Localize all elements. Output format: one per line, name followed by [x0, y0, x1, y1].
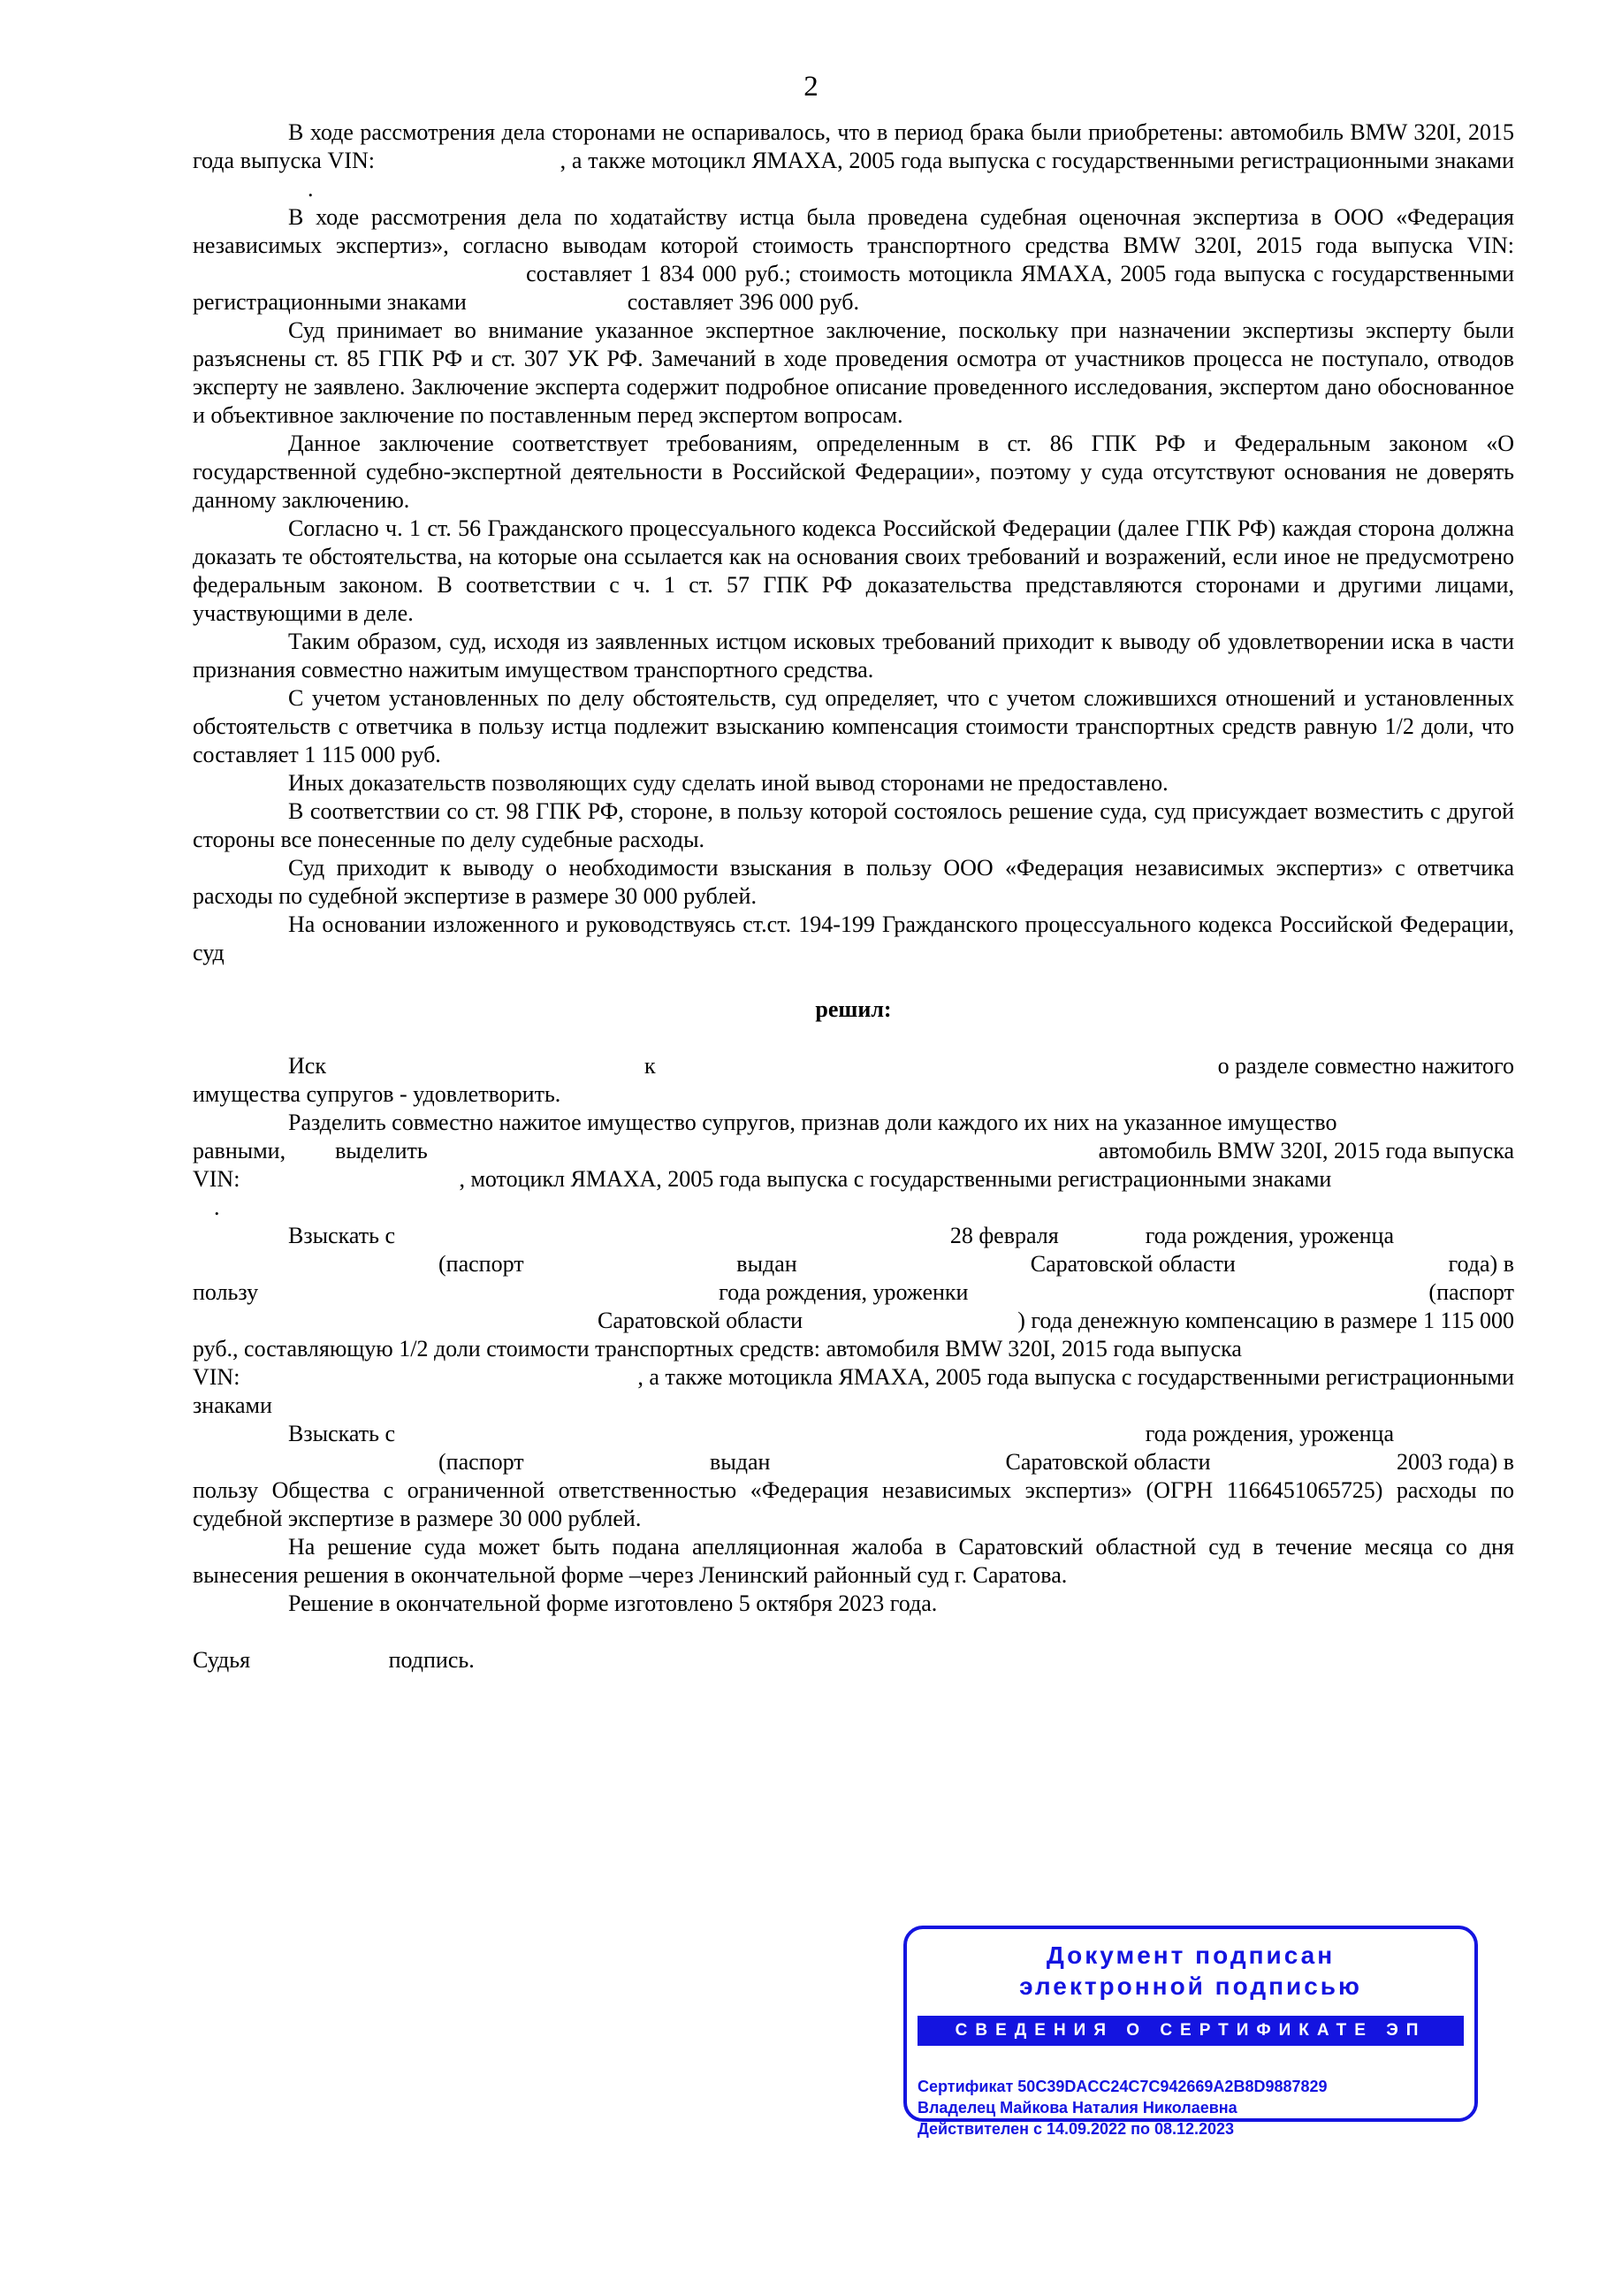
recover2-c: (паспорт: [438, 1449, 524, 1475]
recover1-d: (паспорт: [438, 1251, 524, 1277]
recover2-rest: пользу Общества с ограниченной ответственностью «Федерация независимых экспертиз» (ОГРН 1166451065725) расходы по судебной экспертизе в размере 30 000 рублей.: [193, 1477, 1514, 1531]
recover1-m: руб., составляющую 1/2 доли стоимости транспортных средств: автомобиля BMW 320I, 2015 года выпуска: [193, 1336, 1242, 1362]
paragraph-article-98: В соответствии со ст. 98 ГПК РФ, стороне, в пользу которой состоялось решение суда, суд присуждает возместить с другой стороны все понесенные по делу судебные расходы.: [193, 798, 1514, 852]
recover2-a: Взыскать с: [288, 1421, 395, 1446]
recover1-g: года) в: [1448, 1251, 1514, 1277]
paragraph-conclusion: Таким образом, суд, исходя из заявленных истцом исковых требований приходит к выводу об удовлетворении иска в части признания совместно нажитым имуществом транспортного средства.: [193, 629, 1514, 683]
recover1-h: пользу: [193, 1279, 259, 1305]
paragraph-vehicles: В ходе рассмотрения дела сторонами не оспаривалось, что в период брака были приобретены: автомобиль BMW 320I, 2015 года выпуска VIN: , а также мотоцикл ЯМАХА, 2005 года выпуска с государственными регистрационными знаками .: [193, 119, 1514, 202]
paragraph-article-56: Согласно ч. 1 ст. 56 Гражданского процессуального кодекса Российской Федерации (далее ГПК РФ) каждая сторона должна доказать те обстоятельства, на которые она ссылается как на основания своих требований и возражений, если иное не предусмотрено федеральным законом. В соответствии с ч. 1 ст. 57 ГПК РФ доказательства представляются сторонами и другими лицами, участвующими в деле.: [193, 515, 1514, 626]
division-car: автомобиль BMW 320I, 2015 года выпуска: [1098, 1138, 1514, 1163]
claim-rest: имущества супругов - удовлетворить.: [193, 1081, 561, 1107]
claim-against: к: [643, 1053, 656, 1079]
recover1-p: знаками: [193, 1392, 272, 1418]
division-vin: VIN:: [193, 1166, 240, 1192]
paragraph-expert-costs: Суд приходит к выводу о необходимости взыскания в пользу ООО «Федерация независимых экспертиз» с ответчика расходы по судебной экспертизе в размере 30 000 рублей.: [193, 855, 1514, 909]
paragraph-conformity: Данное заключение соответствует требованиям, определенным в ст. 86 ГПК РФ и Федеральным законом «О государственной судебно-экспертной деятельности в Российской Федерации», поэтому у суда отсутствуют основания не доверять данному заключению.: [193, 431, 1514, 513]
division-moto: , мотоцикл ЯМАХА, 2005 года выпуска с государственными регистрационными знаками: [459, 1166, 1332, 1192]
division-end: .: [214, 1194, 220, 1220]
decision-heading: решил:: [815, 996, 892, 1022]
document-body: [193, 118, 1514, 1674]
paragraph-expertise: В ходе рассмотрения дела по ходатайству истца была проведена судебная оценочная экспертиза в ООО «Федерация независимых экспертиз», согласно выводам которой стоимость транспортного средства BMW 320I, 2015 года выпуска VIN: составляет 1 834 000 руб.; стоимость мотоцикла ЯМАХА, 2005 года выпуска с государственными регистрационными знаками составляет 396 000 руб.: [193, 204, 1514, 315]
recover1-f: Саратовской области: [1030, 1251, 1236, 1277]
paragraph-final-form: Решение в окончательной форме изготовлено 5 октября 2023 года.: [288, 1590, 938, 1616]
recover2-e: Саратовской области: [1005, 1449, 1211, 1475]
recover1-j: (паспорт: [1428, 1279, 1514, 1305]
recover2-b: года рождения, уроженца: [1145, 1421, 1394, 1446]
stamp-title: [907, 1940, 1474, 2002]
stamp-certificate: Сертификат 50C39DACC24C7C942669A2B8D9887829: [918, 2078, 1328, 2095]
recover1-c: года рождения, уроженца: [1145, 1223, 1394, 1248]
recovery-block-1: [193, 1222, 1514, 1420]
recover2-f: 2003 года) в: [1397, 1449, 1514, 1475]
stamp-title-line-2: электронной подписью: [1019, 1972, 1362, 2000]
recover1-n: VIN:: [193, 1364, 240, 1390]
judge-signature-line: [193, 1646, 1514, 1674]
recover1-b: 28 февраля: [949, 1223, 1059, 1248]
paragraph-compensation: С учетом установленных по делу обстоятельств, суд определяет, что с учетом сложившихся отношений и установленных обстоятельств с ответчика в пользу истца подлежит взысканию компенсация стоимости транспортных средств равную 1/2 доли, что составляет 1 115 000 руб.: [193, 685, 1514, 767]
paragraph-no-evidence: Иных доказательств позволяющих суду сделать иной вывод сторонами не предоставлено.: [288, 770, 1169, 796]
recover1-l: ) года денежную компенсацию в размере 1 115 000: [1017, 1308, 1514, 1333]
stamp-certificate-details: [918, 2076, 1467, 2140]
division-allocate: выделить: [335, 1138, 428, 1163]
claim-subject: о разделе совместно нажитого: [1217, 1053, 1514, 1079]
claim-word: Иск: [288, 1053, 326, 1079]
recover1-i: года рождения, уроженки: [719, 1279, 969, 1305]
division-equal: равными,: [193, 1138, 286, 1163]
recover1-o: , а также мотоцикла ЯМАХА, 2005 года выпуска с государственными регистрационными: [637, 1364, 1514, 1390]
recovery-block-2: [193, 1420, 1514, 1533]
recover1-a: Взыскать с: [288, 1223, 395, 1248]
paragraph-court-accepts: Суд принимает во внимание указанное экспертное заключение, поскольку при назначении экспертизы эксперту были разъяснены ст. 85 ГПК РФ и ст. 307 УК РФ. Замечаний в ходе проведения осмотра от участников процесса не поступало, отводов эксперту не заявлено. Заключение эксперта содержит подробное описание проведенного исследования, экспертом дано обоснованное и объективное заключение по поставленным перед экспертом вопросам.: [193, 317, 1514, 428]
paragraph-appeal: На решение суда может быть подана апелляционная жалоба в Саратовский областной суд в течение месяца со дня вынесения решения в окончательной форме –через Ленинский районный суд г. Саратова.: [193, 1534, 1514, 1588]
stamp-certificate-header: СВЕДЕНИЯ О СЕРТИФИКАТЕ ЭП: [918, 2016, 1464, 2046]
division-line-1: Разделить совместно нажитое имущество супругов, признав доли каждого их них на указанное имущество: [288, 1110, 1337, 1135]
recover1-e: выдан: [736, 1251, 797, 1277]
signature-label: подпись.: [388, 1647, 475, 1673]
e-signature-stamp: [903, 1926, 1478, 2138]
recover1-k: Саратовской области: [598, 1308, 803, 1333]
judge-label: Судья: [193, 1647, 251, 1673]
stamp-validity: Действителен с 14.09.2022 по 08.12.2023: [918, 2120, 1235, 2138]
page-number: 2: [803, 71, 819, 103]
stamp-owner: Владелец Майкова Наталия Николаевна: [918, 2099, 1237, 2117]
claim-block: [193, 1052, 1514, 1109]
recover2-d: выдан: [710, 1449, 771, 1475]
paragraph-legal-basis: На основании изложенного и руководствуясь ст.ст. 194-199 Гражданского процессуального кодекса Российской Федерации, суд: [193, 912, 1514, 965]
stamp-title-line-1: Документ подписан: [1046, 1941, 1336, 1969]
division-block: [193, 1109, 1514, 1222]
